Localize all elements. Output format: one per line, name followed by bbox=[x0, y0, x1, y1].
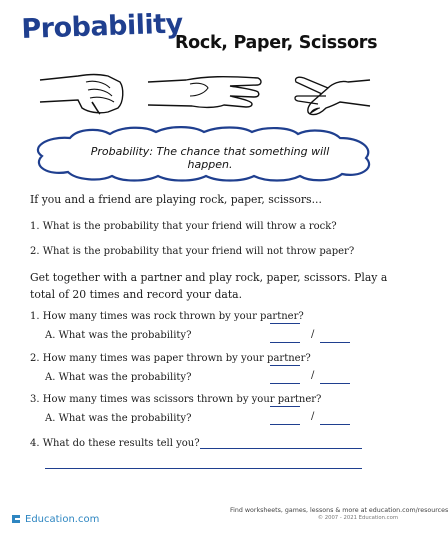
answer-blank-paper-denominator[interactable] bbox=[320, 383, 350, 384]
answer-blank-scissors-numerator[interactable] bbox=[270, 424, 300, 425]
question-results: 4. What do these results tell you? bbox=[30, 438, 200, 449]
question-scissors-probability: A. What was the probability? bbox=[45, 413, 192, 424]
footer-copyright: © 2007 - 2021 Education.com bbox=[317, 515, 398, 521]
answer-blank-rock-numerator[interactable] bbox=[270, 342, 300, 343]
fraction-slash: / bbox=[311, 411, 315, 422]
footer-tagline: Find worksheets, games, lessons & more at education.com/resources bbox=[230, 507, 448, 514]
education-com-logo bbox=[10, 513, 99, 525]
education-logo-icon bbox=[10, 513, 22, 525]
question-2: 2. What is the probability that your friend will not throw paper? bbox=[30, 246, 355, 257]
answer-blank-paper-count[interactable] bbox=[270, 365, 300, 366]
answer-blank-paper-numerator[interactable] bbox=[270, 383, 300, 384]
question-rock-count: 1. How many times was rock thrown by your partner? bbox=[30, 311, 304, 322]
intro-text: If you and a friend are playing rock, paper, scissors... bbox=[30, 193, 322, 206]
rock-hand-illustration bbox=[38, 68, 128, 118]
instructions-text: Get together with a partner and play rock, paper, scissors. Play a total of 20 times and record your data. bbox=[30, 271, 388, 301]
question-scissors-count: 3. How many times was scissors thrown by your partner? bbox=[30, 394, 322, 405]
footer-info bbox=[230, 507, 448, 521]
answer-blank-rock-denominator[interactable] bbox=[320, 342, 350, 343]
question-rock-probability: A. What was the probability? bbox=[45, 330, 192, 341]
fraction-slash: / bbox=[311, 370, 315, 381]
answer-line-results-2[interactable] bbox=[45, 468, 362, 469]
question-paper-count: 2. How many times was paper thrown by your partner? bbox=[30, 353, 311, 364]
answer-blank-rock-count[interactable] bbox=[270, 323, 300, 324]
answer-line-results-1[interactable] bbox=[200, 448, 362, 449]
fraction-slash: / bbox=[311, 329, 315, 340]
page-subtitle: Rock, Paper, Scissors bbox=[175, 33, 378, 53]
question-paper-probability: A. What was the probability? bbox=[45, 372, 192, 383]
answer-blank-scissors-denominator[interactable] bbox=[320, 424, 350, 425]
question-1: 1. What is the probability that your friend will throw a rock? bbox=[30, 221, 337, 232]
probability-definition: Probability: The chance that something will happen. bbox=[90, 145, 330, 171]
page-title: Probability bbox=[20, 8, 184, 45]
answer-blank-scissors-count[interactable] bbox=[270, 406, 300, 407]
scissors-hand-illustration bbox=[292, 68, 372, 118]
brand-name: Education.com bbox=[25, 513, 100, 525]
paper-hand-illustration bbox=[146, 72, 264, 112]
